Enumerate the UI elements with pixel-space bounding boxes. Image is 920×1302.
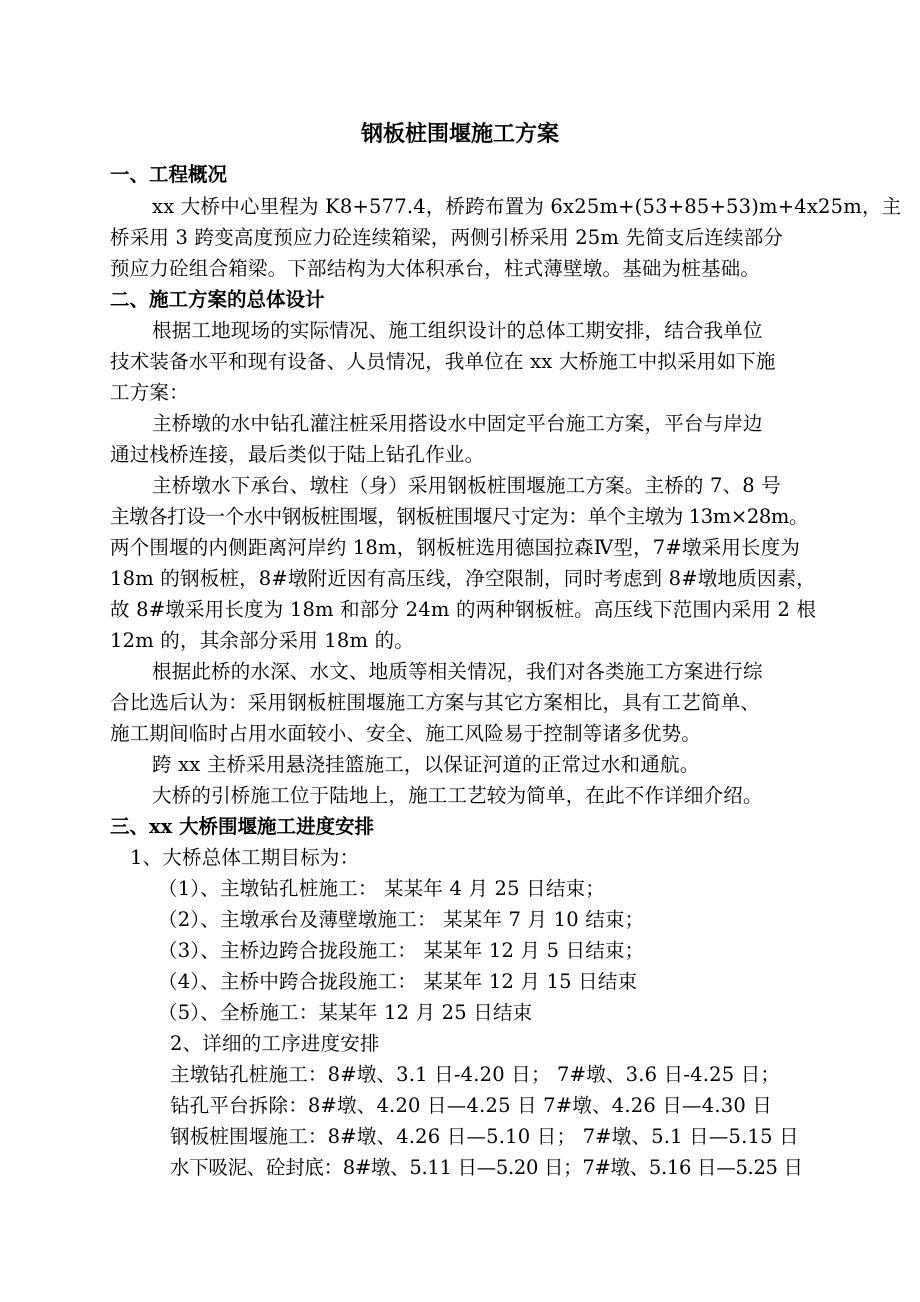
schedule-line: 2、详细的工序进度安排 — [170, 1032, 380, 1055]
paragraph-line: 根据此桥的水深、水文、地质等相关情况，我们对各类施工方案进行综 — [152, 660, 763, 683]
schedule-line: 钢板桩围堰施工：8#墩、4.26 日—5.10 日； 7#墩、5.1 日—5.15 日 — [170, 1125, 799, 1148]
section-2-heading: 二、施工方案的总体设计 — [110, 288, 325, 311]
paragraph-line: 跨 xx 主桥采用悬浇挂篮施工，以保证河道的正常过水和通航。 — [152, 753, 700, 776]
paragraph-line: 施工期间临时占用水面较小、安全、施工风险易于控制等诸多优势。 — [110, 722, 702, 745]
paragraph-line: 根据工地现场的实际情况、施工组织设计的总体工期安排，结合我单位 — [152, 319, 763, 342]
paragraph-line: xx 大桥中心里程为 K8+577.4，桥跨布置为 6x25m+(53+85+53)m+4x25m，主 — [152, 195, 902, 218]
schedule-line: （4）、主桥中跨合拢段施工： 某某年 12 月 15 日结束 — [158, 970, 638, 993]
schedule-line: 主墩钻孔桩施工：8#墩、3.1 日-4.20 日； 7#墩、3.6 日-4.25 日； — [170, 1063, 781, 1086]
paragraph-line: 桥采用 3 跨变高度预应力砼连续箱梁，两侧引桥采用 25m 先简支后连续部分 — [110, 226, 784, 249]
paragraph-line: 故 8#墩采用长度为 18m 和部分 24m 的两种钢板桩。高压线下范围内采用 2 根 — [110, 598, 817, 621]
document-title: 钢板桩围堰施工方案 — [360, 121, 559, 147]
paragraph-line: 主桥墩水下承台、墩柱（身）采用钢板桩围堰施工方案。主桥的 7、8 号 — [152, 474, 782, 497]
schedule-line: （3）、主桥边跨合拢段施工： 某某年 12 月 5 日结束； — [158, 939, 645, 962]
paragraph-line: 主桥墩的水中钻孔灌注桩采用搭设水中固定平台施工方案，平台与岸边 — [152, 412, 763, 435]
paragraph-line: 主墩各打设一个水中钢板桩围堰，钢板桩围堰尺寸定为：单个主墩为 13m×28m。 — [110, 505, 809, 528]
schedule-line: （5）、全桥施工：某某年 12 月 25 日结束 — [158, 1001, 533, 1024]
paragraph-line: 技术装备水平和现有设备、人员情况，我单位在 xx 大桥施工中拟采用如下施 — [110, 350, 776, 373]
section-3-heading: 三、xx 大桥围堰施工进度安排 — [110, 815, 375, 838]
paragraph-line: 预应力砼组合箱梁。下部结构为大体积承台，柱式薄壁墩。基础为桩基础。 — [110, 257, 761, 280]
paragraph-line: 两个围堰的内侧距离河岸约 18m，钢板桩选用德国拉森Ⅳ型，7#墩采用长度为 — [110, 536, 801, 559]
schedule-line: 钻孔平台拆除：8#墩、4.20 日—4.25 日 7#墩、4.26 日—4.30 日 — [170, 1094, 773, 1117]
schedule-line: （1）、主墩钻孔桩施工： 某某年 4 月 25 日结束； — [158, 877, 605, 900]
schedule-line: （2）、主墩承台及薄壁墩施工： 某某年 7 月 10 结束； — [158, 908, 645, 931]
paragraph-line: 12m 的，其余部分采用 18m 的。 — [110, 629, 415, 652]
paragraph-line: 合比选后认为：采用钢板桩围堰施工方案与其它方案相比，具有工艺简单、 — [110, 691, 761, 714]
section-1-heading: 一、工程概况 — [110, 163, 228, 186]
schedule-line: 水下吸泥、砼封底：8#墩、5.11 日—5.20 日；7#墩、5.16 日—5.25 日 — [170, 1156, 803, 1179]
schedule-line: 1、大桥总体工期目标为： — [130, 846, 360, 869]
paragraph-line: 通过栈桥连接，最后类似于陆上钻孔作业。 — [110, 443, 485, 466]
paragraph-line: 大桥的引桥施工位于陆地上，施工工艺较为简单，在此不作详细介绍。 — [152, 784, 763, 807]
paragraph-line: 18m 的钢板桩，8#墩附近因有高压线，净空限制，同时考虑到 8#墩地质因素， — [110, 567, 816, 590]
paragraph-line: 工方案： — [110, 381, 189, 404]
